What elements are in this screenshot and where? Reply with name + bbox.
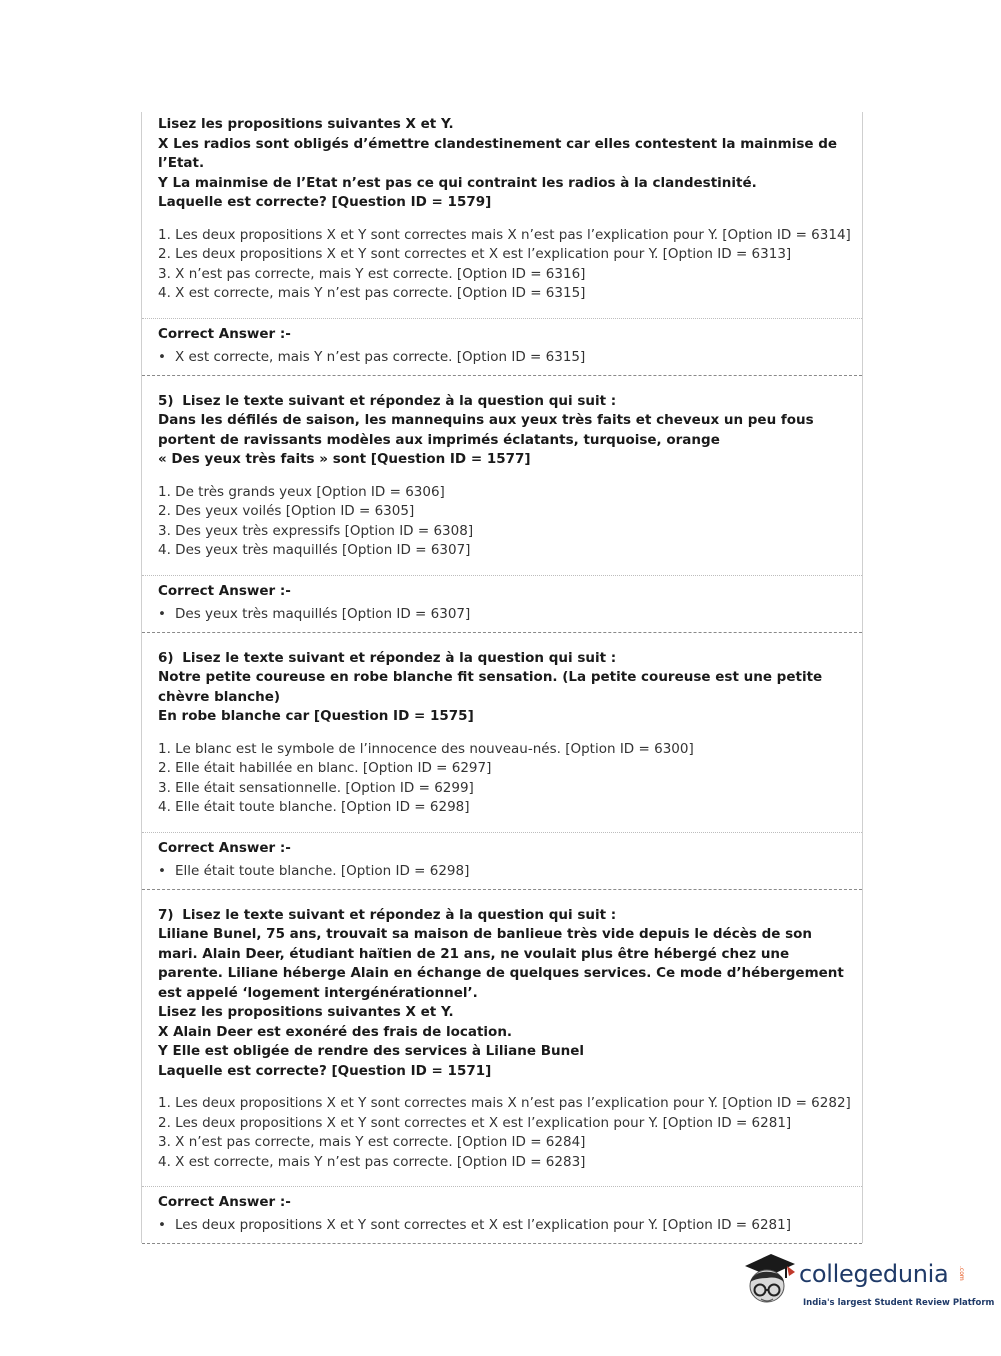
bullet-icon: •: [158, 862, 166, 879]
option-2: 2. Les deux propositions X et Y sont correctes et X est l’explication pour Y. [Option ID = 6313]: [158, 246, 792, 262]
option-1: 1. Les deux propositions X et Y sont correctes mais X n’est pas l’explication pour Y. [Option ID = 6282]: [158, 1095, 851, 1111]
question-line: Laquelle est correcte? [Question ID = 1579]: [158, 194, 492, 210]
correct-answer-text: Des yeux très maquillés [Option ID = 6307]: [175, 605, 471, 622]
correct-answer-title: Correct Answer :-: [158, 839, 291, 856]
question-5: [142, 376, 862, 561]
question-line: Liliane Bunel, 75 ans, trouvait sa maison de banlieue très vide depuis le décès de son mari. Alain Deer, étudiant haïtien de 21 ans, ne voulait plus être hébergé chez une parente. Liliane héberge Alain en échange de quelques services. Ce mode d’hébergement est appelé ‘logement intergénérationnel’.: [158, 926, 844, 1001]
correct-answer-title: Correct Answer :-: [158, 325, 291, 342]
option-3: 3. X n’est pas correcte, mais Y est correcte. [Option ID = 6316]: [158, 265, 586, 282]
option-1: 1. De très grands yeux [Option ID = 6306]: [158, 483, 445, 500]
options-list: [158, 1094, 850, 1172]
brand-domain: .com: [958, 1266, 965, 1281]
options-list: [158, 740, 850, 818]
question-line: Lisez le texte suivant et répondez à la question qui suit :: [182, 649, 617, 666]
bullet-icon: •: [158, 605, 166, 622]
options-list: [158, 483, 850, 561]
option-2: 2. Des yeux voilés [Option ID = 6305]: [158, 503, 415, 519]
question-line: « Des yeux très faits » sont [Question ID = 1577]: [158, 451, 531, 467]
correct-answer-7: [142, 1187, 862, 1235]
question-4: [142, 112, 862, 304]
question-line: Notre petite coureuse en robe blanche fit sensation. (La petite coureuse est une petite chèvre blanche): [158, 669, 823, 705]
brand-tagline: India's largest Student Review Platform: [803, 1298, 995, 1308]
correct-answer-title: Correct Answer :-: [158, 1194, 291, 1210]
question-line: Lisez le texte suivant et répondez à la question qui suit :: [182, 392, 617, 409]
question-line: Laquelle est correcte? [Question ID = 1571]: [158, 1062, 492, 1079]
option-4: 4. X est correcte, mais Y n’est pas correcte. [Option ID = 6283]: [158, 1153, 586, 1170]
correct-answer-text: Elle était toute blanche. [Option ID = 6298]: [175, 862, 470, 879]
question-number: 7): [158, 906, 174, 923]
option-4: 4. Elle était toute blanche. [Option ID = 6298]: [158, 799, 470, 815]
correct-answer-title: Correct Answer :-: [158, 582, 291, 599]
option-3: 3. X n’est pas correcte, mais Y est correcte. [Option ID = 6284]: [158, 1134, 586, 1150]
question-5-text: [158, 392, 850, 470]
question-6: [142, 633, 862, 818]
question-number: 6): [158, 649, 174, 666]
option-2: 2. Les deux propositions X et Y sont correctes et X est l’explication pour Y. [Option ID = 6281]: [158, 1114, 792, 1131]
correct-answer-text: X est correcte, mais Y n’est pas correcte. [Option ID = 6315]: [175, 348, 586, 365]
question-7: [142, 890, 862, 1173]
question-4-text: [158, 115, 850, 213]
collegedunia-logo: [741, 1252, 995, 1314]
bullet-icon: •: [158, 1217, 166, 1233]
question-number: 5): [158, 392, 174, 409]
question-7-text: [158, 906, 850, 1082]
option-4: 4. X est correcte, mais Y n’est pas correcte. [Option ID = 6315]: [158, 285, 586, 301]
question-line: Dans les défilés de saison, les mannequins aux yeux très faits et cheveux un peu fous portent de ravissants modèles aux imprimés éclatants, turquoise, orange: [158, 412, 814, 448]
question-line: X Les radios sont obligés d’émettre clandestinement car elles contestent la mainmise de l’Etat.: [158, 135, 838, 171]
question-separator: [142, 1243, 862, 1244]
option-2: 2. Elle était habillée en blanc. [Option ID = 6297]: [158, 760, 492, 776]
option-3: 3. Des yeux très expressifs [Option ID = 6308]: [158, 522, 474, 539]
option-1: 1. Le blanc est le symbole de l’innocence des nouveau-nés. [Option ID = 6300]: [158, 740, 694, 757]
question-line: En robe blanche car [Question ID = 1575]: [158, 708, 474, 724]
option-1: 1. Les deux propositions X et Y sont correctes mais X n’est pas l’explication pour Y. [Option ID = 6314]: [158, 226, 851, 243]
question-line: Lisez les propositions suivantes X et Y.: [158, 1004, 454, 1020]
question-line: Lisez le texte suivant et répondez à la question qui suit :: [182, 906, 617, 923]
question-line: Y La mainmise de l’Etat n’est pas ce qui contraint les radios à la clandestinité.: [158, 174, 757, 191]
question-6-text: [158, 649, 850, 727]
question-paper: [141, 112, 863, 1243]
correct-answer-4: [142, 319, 862, 367]
correct-answer-text: Les deux propositions X et Y sont correctes et X est l’explication pour Y. [Option ID = 6281]: [175, 1217, 792, 1233]
option-3: 3. Elle était sensationnelle. [Option ID = 6299]: [158, 779, 474, 796]
bullet-icon: •: [158, 348, 166, 365]
mascot-icon: [741, 1252, 797, 1312]
options-list: [158, 226, 850, 304]
option-4: 4. Des yeux très maquillés [Option ID = 6307]: [158, 542, 471, 558]
question-line: Y Elle est obligée de rendre des services à Liliane Bunel: [158, 1043, 585, 1059]
brand-name: collegedunia: [799, 1260, 949, 1288]
question-line: Lisez les propositions suivantes X et Y.: [158, 116, 454, 132]
correct-answer-5: [142, 576, 862, 624]
question-line: X Alain Deer est exonéré des frais de location.: [158, 1023, 513, 1040]
correct-answer-6: [142, 833, 862, 881]
